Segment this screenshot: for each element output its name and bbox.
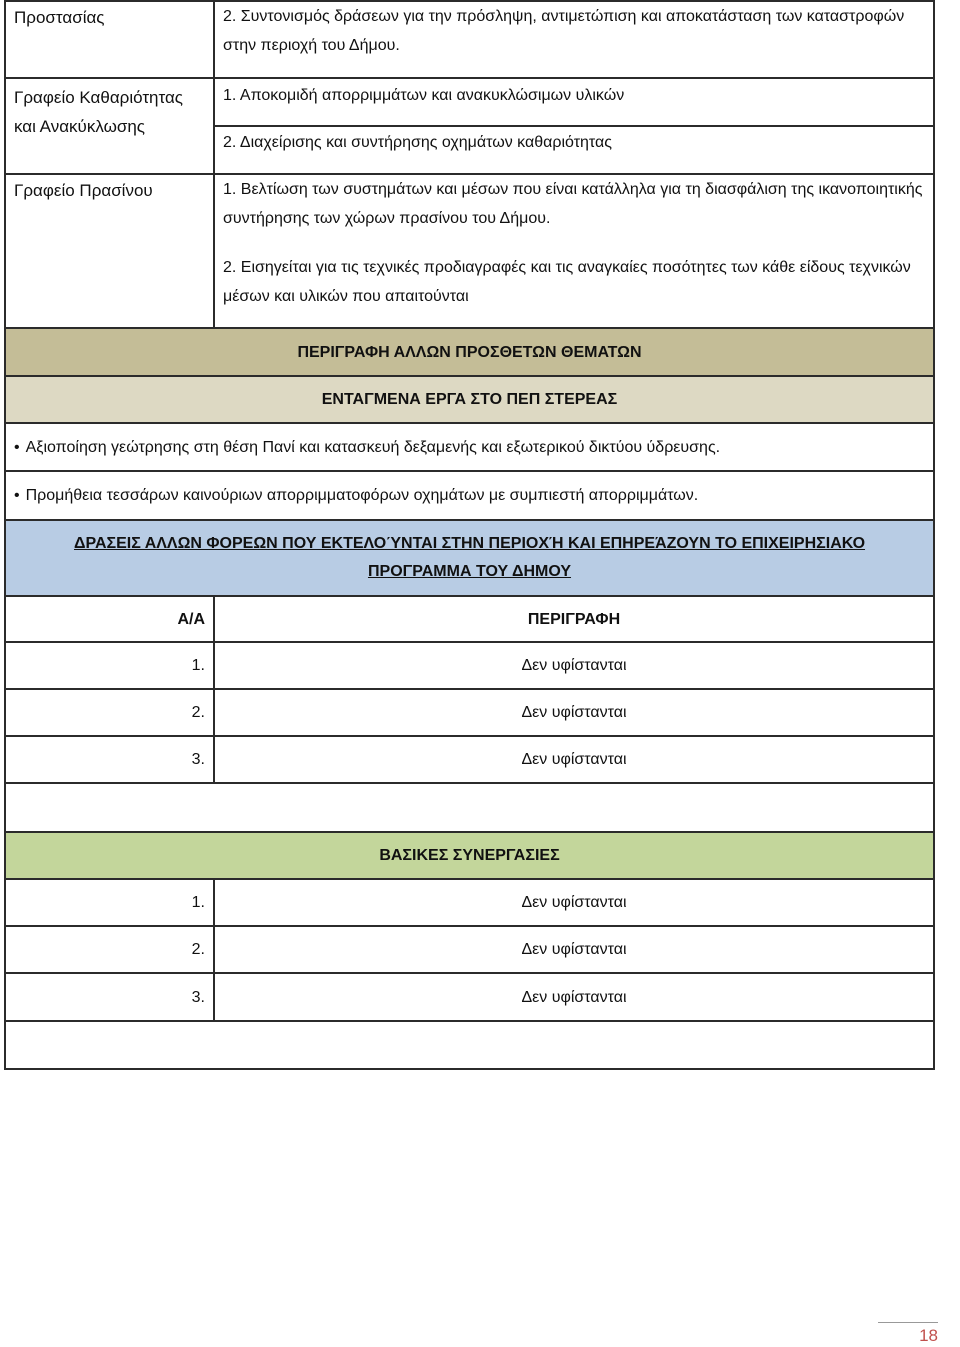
row-num: 1. <box>5 642 214 689</box>
department-duty: 1. Αποκομιδή απορριμμάτων και ανακυκλώσιμων υλικών <box>214 78 934 126</box>
table-row <box>5 689 934 736</box>
other-bodies-title <box>5 520 934 596</box>
row-desc: Δεν υφίστανται <box>214 642 934 689</box>
column-header-desc: ΠΕΡΙΓΡΑΦΗ <box>214 596 934 642</box>
row-num: 3. <box>5 736 214 783</box>
row-desc: Δεν υφίστανται <box>214 689 934 736</box>
row-desc: Δεν υφίστανται <box>214 973 934 1021</box>
department-name: Γραφείο Καθαριότητας και Ανακύκλωσης <box>5 78 214 174</box>
other-bodies-title-line: ΔΡΑΣΕΙΣ ΑΛΛΩΝ ΦΟΡΕΩΝ ΠΟΥ ΕΚΤΕΛΟΎΝΤΑΙ ΣΤΗΝ ΠΕΡΙΟΧΉ ΚΑΙ ΕΠΗΡΕΆΖΟΥΝ ΤΟ ΕΠΙΧΕΙΡΗΣΙΑΚΟ <box>73 535 866 552</box>
row-desc: Δεν υφίστανται <box>214 926 934 973</box>
list-item <box>5 423 934 471</box>
department-duty: 2. Διαχείρισης και συντήρησης οχημάτων καθαριότητας <box>214 126 934 174</box>
table-row <box>5 642 934 689</box>
department-duty: 1. Βελτίωση των συστημάτων και μέσων που είναι κατάλληλα για τη διασφάλιση της ικανοποιητικής συντήρησης των χώρων πρασίνου του Δήμου. <box>214 174 934 252</box>
row-num: 1. <box>5 879 214 926</box>
list-item <box>5 471 934 520</box>
empty-cell <box>5 252 214 328</box>
other-issues-title: ΠΕΡΙΓΡΑΦΗ ΑΛΛΩΝ ΠΡΟΣΘΕΤΩΝ ΘΕΜΑΤΩΝ <box>5 328 934 376</box>
table-row <box>5 736 934 783</box>
synergies-title: ΒΑΣΙΚΕΣ ΣΥΝΕΡΓΑΣΙΕΣ <box>5 832 934 879</box>
row-num: 3. <box>5 973 214 1021</box>
main-table <box>4 0 935 1070</box>
table-row <box>5 879 934 926</box>
department-duty: 2. Εισηγείται για τις τεχνικές προδιαγραφές και τις αναγκαίες ποσότητες των κάθε είδους τεχνικών μέσων και υλικών που απαιτούνται <box>214 252 934 328</box>
department-name: Γραφείο Πρασίνου <box>5 174 214 252</box>
row-num: 2. <box>5 926 214 973</box>
row-desc: Δεν υφίστανται <box>214 736 934 783</box>
table-row <box>5 973 934 1021</box>
bullet-icon: • <box>14 438 20 456</box>
list-item-text: Αξιοποίηση γεώτρησης στη θέση Πανί και κατασκευή δεξαμενής και εξωτερικού δικτύου ύδρευσης. <box>25 438 721 456</box>
column-header-num: Α/Α <box>5 596 214 642</box>
bullet-icon: • <box>14 487 20 504</box>
spacer-row <box>5 1021 934 1069</box>
department-name: Προστασίας <box>5 1 214 78</box>
other-bodies-title-line: ΠΡΟΓΡΑΜΜΑ ΤΟΥ ΔΗΜΟΥ <box>367 563 572 580</box>
page-number: 18 <box>878 1322 938 1347</box>
row-desc: Δεν υφίστανται <box>214 879 934 926</box>
department-duty: 2. Συντονισμός δράσεων για την πρόσληψη, αντιμετώπιση και αποκατάσταση των καταστροφών στην περιοχή του Δήμου. <box>214 1 934 78</box>
other-issues-subtitle: ΕΝΤΑΓΜΕΝΑ ΕΡΓΑ ΣΤΟ ΠΕΠ ΣΤΕΡΕΑΣ <box>5 376 934 423</box>
list-item-text: Προμήθεια τεσσάρων καινούριων απορριμματοφόρων οχημάτων με συμπιεστή απορριμμάτων. <box>25 487 699 504</box>
spacer-row <box>5 783 934 832</box>
table-row <box>5 926 934 973</box>
row-num: 2. <box>5 689 214 736</box>
